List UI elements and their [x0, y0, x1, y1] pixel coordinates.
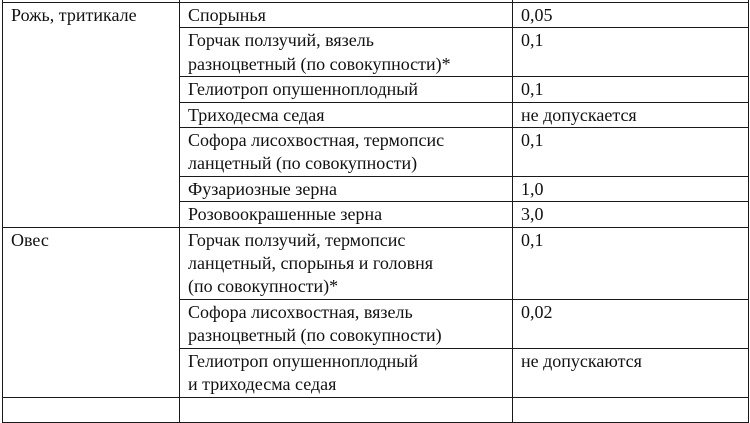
- table-cell: [3, 397, 180, 422]
- value-cell: не допускается: [513, 102, 749, 127]
- value-cell: 0,1: [513, 227, 749, 299]
- crop-cell: Рожь, тритикале: [3, 3, 180, 228]
- value-cell: 0,02: [513, 299, 749, 348]
- substance-cell: Гелиотроп опушенноплодный: [180, 77, 513, 102]
- substance-cell: Горчак ползучий, вязель разноцветный (по совокупности)*: [180, 28, 513, 77]
- substance-cell: Софора лисохвостная, термопсис ланцетный (по совокупности): [180, 128, 513, 177]
- table-row: [3, 227, 749, 299]
- substance-cell: Спорынья: [180, 3, 513, 28]
- substance-cell: Гелиотроп опушенноплодный и триходесма седая: [180, 348, 513, 397]
- value-cell: 0,1: [513, 77, 749, 102]
- table-cell: [513, 397, 749, 422]
- substance-cell: Триходесма седая: [180, 102, 513, 127]
- value-cell: не допускаются: [513, 348, 749, 397]
- substance-cell: Розовоокрашенные зерна: [180, 202, 513, 227]
- value-cell: 1,0: [513, 176, 749, 201]
- value-cell: 0,05: [513, 3, 749, 28]
- substance-cell: Софора лисохвостная, вязель разноцветный (по совокупности): [180, 299, 513, 348]
- substance-cell: Горчак ползучий, термопсис ланцетный, спорынья и головня (по совокупности)*: [180, 227, 513, 299]
- contaminant-norms-table: [2, 0, 749, 423]
- substance-cell: Фузариозные зерна: [180, 176, 513, 201]
- crop-cell: Овес: [3, 227, 180, 397]
- table-row: [3, 3, 749, 28]
- table-row-cut-bottom: [3, 397, 749, 422]
- value-cell: 0,1: [513, 28, 749, 77]
- value-cell: 3,0: [513, 202, 749, 227]
- value-cell: 0,1: [513, 128, 749, 177]
- table-cell: [180, 397, 513, 422]
